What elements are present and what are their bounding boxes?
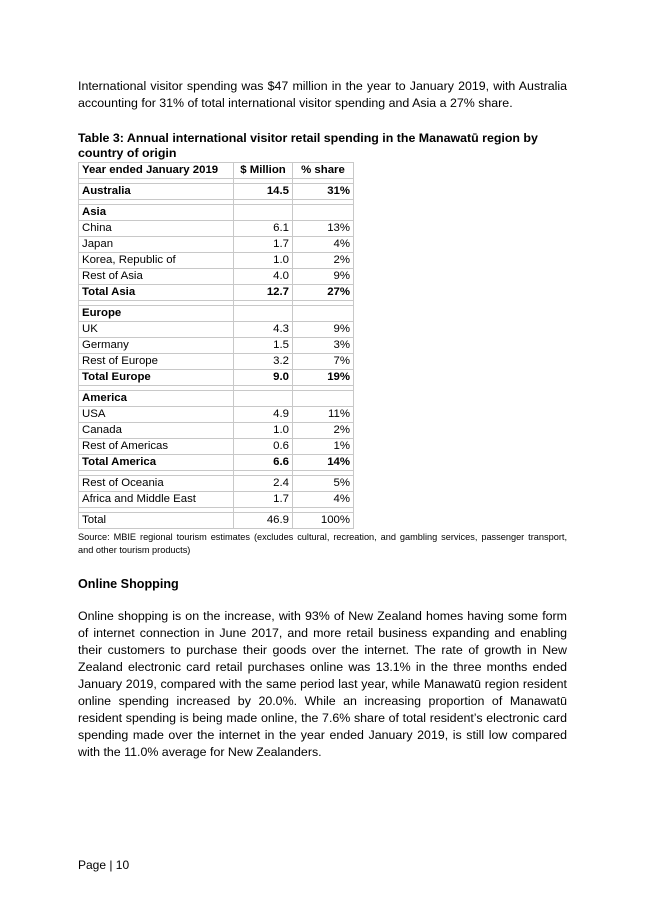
table-row [79, 455, 354, 471]
row-value: 4.3 [234, 322, 293, 338]
table-row [79, 285, 354, 301]
table-row [79, 513, 354, 529]
row-label: Rest of Oceania [79, 476, 234, 492]
table-row [79, 184, 354, 200]
row-label: America [79, 391, 234, 407]
row-label: Canada [79, 423, 234, 439]
row-label: Total Asia [79, 285, 234, 301]
row-value: 1.7 [234, 237, 293, 253]
row-label: Rest of Europe [79, 354, 234, 370]
row-label: China [79, 221, 234, 237]
table-source-note: Source: MBIE regional tourism estimates (excludes cultural, recreation, and gambling services, passenger transport, and other tourism products) [78, 532, 567, 555]
row-share: 3% [293, 338, 354, 354]
row-share: 31% [293, 184, 354, 200]
row-label: Rest of Asia [79, 269, 234, 285]
row-value: 1.7 [234, 492, 293, 508]
row-label: Germany [79, 338, 234, 354]
row-value [234, 306, 293, 322]
row-share: 27% [293, 285, 354, 301]
row-label: Asia [79, 205, 234, 221]
table-row [79, 237, 354, 253]
row-share: 2% [293, 253, 354, 269]
row-value: 12.7 [234, 285, 293, 301]
row-label: USA [79, 407, 234, 423]
row-share: 4% [293, 492, 354, 508]
row-label: Japan [79, 237, 234, 253]
row-share [293, 306, 354, 322]
table-row [79, 423, 354, 439]
table-row [79, 269, 354, 285]
table-caption: Table 3: Annual international visitor retail spending in the Manawatū region by country of origin [78, 131, 538, 160]
row-share: 2% [293, 423, 354, 439]
row-share [293, 391, 354, 407]
row-value: 1.0 [234, 423, 293, 439]
row-value: 14.5 [234, 184, 293, 200]
row-value: 1.0 [234, 253, 293, 269]
header-million: $ Million [234, 163, 293, 179]
section-heading: Online Shopping [78, 577, 179, 591]
row-value: 4.0 [234, 269, 293, 285]
row-share: 5% [293, 476, 354, 492]
table-row [79, 391, 354, 407]
document-page [78, 78, 567, 761]
row-label: Africa and Middle East [79, 492, 234, 508]
row-share: 19% [293, 370, 354, 386]
row-value: 6.1 [234, 221, 293, 237]
table-row [79, 439, 354, 455]
row-label: Korea, Republic of [79, 253, 234, 269]
table-row [79, 205, 354, 221]
row-share: 9% [293, 322, 354, 338]
row-label: Total [79, 513, 234, 529]
row-value: 3.2 [234, 354, 293, 370]
row-label: Australia [79, 184, 234, 200]
header-share: % share [293, 163, 354, 179]
row-value: 4.9 [234, 407, 293, 423]
row-value: 6.6 [234, 455, 293, 471]
row-share: 9% [293, 269, 354, 285]
table-row [79, 370, 354, 386]
row-share: 7% [293, 354, 354, 370]
table-row [79, 253, 354, 269]
table-row [79, 354, 354, 370]
row-value: 2.4 [234, 476, 293, 492]
spending-table [78, 162, 354, 529]
row-value [234, 391, 293, 407]
table-row [79, 338, 354, 354]
row-share: 11% [293, 407, 354, 423]
row-value [234, 205, 293, 221]
table-row [79, 221, 354, 237]
row-label: Total Europe [79, 370, 234, 386]
row-share: 100% [293, 513, 354, 529]
row-label: Europe [79, 306, 234, 322]
row-label: Total America [79, 455, 234, 471]
intro-paragraph: International visitor spending was $47 million in the year to January 2019, with Australia accounting for 31% of total international visitor spending and Asia a 27% share. [78, 79, 567, 110]
row-share [293, 205, 354, 221]
row-share: 1% [293, 439, 354, 455]
table-row [79, 306, 354, 322]
row-value: 1.5 [234, 338, 293, 354]
row-label: UK [79, 322, 234, 338]
row-share: 13% [293, 221, 354, 237]
online-shopping-paragraph: Online shopping is on the increase, with 93% of New Zealand homes having some form of internet connection in June 2017, and more retail business expanding and enabling their customers to purchase their goods over the internet. The rate of growth in New Zealand electronic card retail purchases online was 13.1% in the three months ended January 2019, compared with the same period last year, while Manawatū region resident online spending increased by 20.0%. While an increasing proportion of Manawatū resident spending is being made online, the 7.6% share of total resident’s electronic card spending made over the internet in the year ended January 2019, is still low compared with the 11.0% average for New Zealanders. [78, 609, 567, 759]
row-value: 0.6 [234, 439, 293, 455]
table-row [79, 476, 354, 492]
row-value: 46.9 [234, 513, 293, 529]
row-value: 9.0 [234, 370, 293, 386]
row-label: Rest of Americas [79, 439, 234, 455]
table-row [79, 322, 354, 338]
table-row [79, 407, 354, 423]
page-footer: Page | 10 [78, 858, 130, 872]
header-year: Year ended January 2019 [79, 163, 234, 179]
table-body [79, 179, 354, 529]
table-header-row [79, 163, 354, 179]
table-row [79, 492, 354, 508]
row-share: 14% [293, 455, 354, 471]
row-share: 4% [293, 237, 354, 253]
